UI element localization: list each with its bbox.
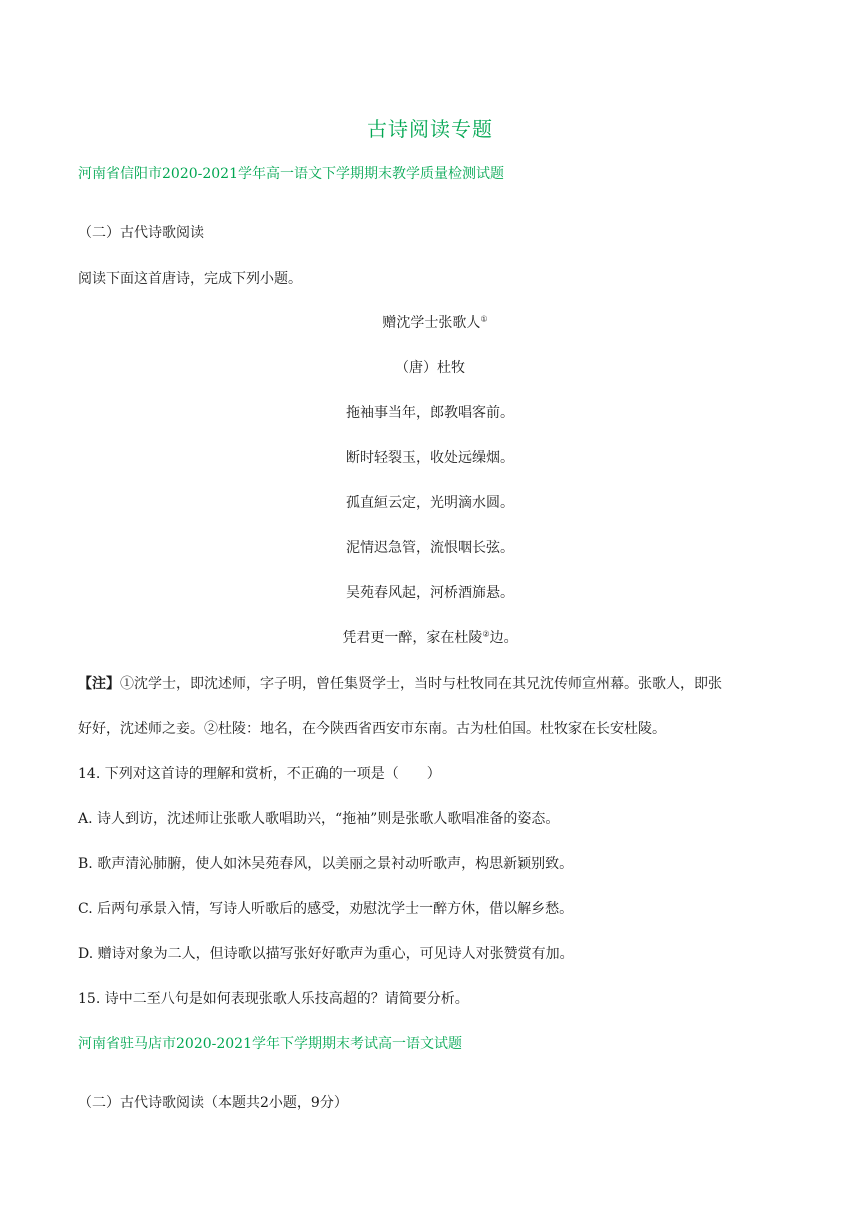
section-heading-2: （二）古代诗歌阅读（本题共2小题，9分） [78,1095,348,1111]
poem-last-line-mark: ② [482,629,490,639]
poem-last-line-after: 边。 [489,630,518,646]
instruction-text: 阅读下面这首唐诗，完成下列小题。 [78,271,302,287]
poem-title-note-mark: ① [480,314,488,324]
source-line-2: 河南省驻马店市2020-2021学年下学期期末考试高一语文试题 [78,1036,462,1052]
poem-line: 吴苑春风起，河桥酒旆悬。 [346,585,514,601]
note-line-2: 好好，沈述师之妾。②杜陵：地名，在今陕西省西安市东南。古为杜伯国。杜牧家在长安杜陵。 [78,721,666,737]
poem-title [5,312,860,332]
poem-author: （唐）杜牧 [395,360,465,376]
poem-last-line [0,627,860,647]
page-title: 古诗阅读专题 [367,117,493,141]
question-15-stem: 15. 诗中二至八句是如何表现张歌人乐技高超的？请简要分析。 [78,991,469,1007]
poem-last-line-before: 凭君更一醉，家在杜陵 [342,630,483,646]
question-14-option-a: A. 诗人到访，沈述师让张歌人歌唱助兴，“拖袖”则是张歌人歌唱准备的姿态。 [78,811,560,827]
section-heading-1: （二）古代诗歌阅读 [78,225,204,241]
poem-line: 泥情迟急管，流恨咽长弦。 [346,540,514,556]
poem-line: 孤直絙云定，光明滴水圆。 [346,495,514,511]
poem-title-text: 赠沈学士张歌人 [382,315,481,331]
question-14-option-b: B. 歌声清沁肺腑，使人如沐吴苑春风，以美丽之景衬动听歌声，构思新颖别致。 [78,856,574,872]
question-14-stem: 14. 下列对这首诗的理解和赏析，不正确的一项是（ ） [78,766,441,782]
note-text-1: ①沈学士，即沈述师，字子明，曾任集贤学士，当时与杜牧同在其兄沈传师宣州幕。张歌人，即张 [120,676,722,692]
source-line-1: 河南省信阳市2020-2021学年高一语文下学期期末教学质量检测试题 [78,166,504,182]
question-14-option-d: D. 赠诗对象为二人，但诗歌以描写张好好歌声为重心，可见诗人对张赞赏有加。 [78,946,574,962]
question-14-option-c: C. 后两句承景入情，写诗人听歌后的感受，劝慰沈学士一醉方休，借以解乡愁。 [78,901,574,917]
poem-line: 断时轻裂玉，收处远缲烟。 [346,450,514,466]
poem-line: 拖袖事当年，郎教唱客前。 [346,405,514,421]
note-label: 【注】 [78,676,120,692]
note-line-1 [78,673,722,693]
